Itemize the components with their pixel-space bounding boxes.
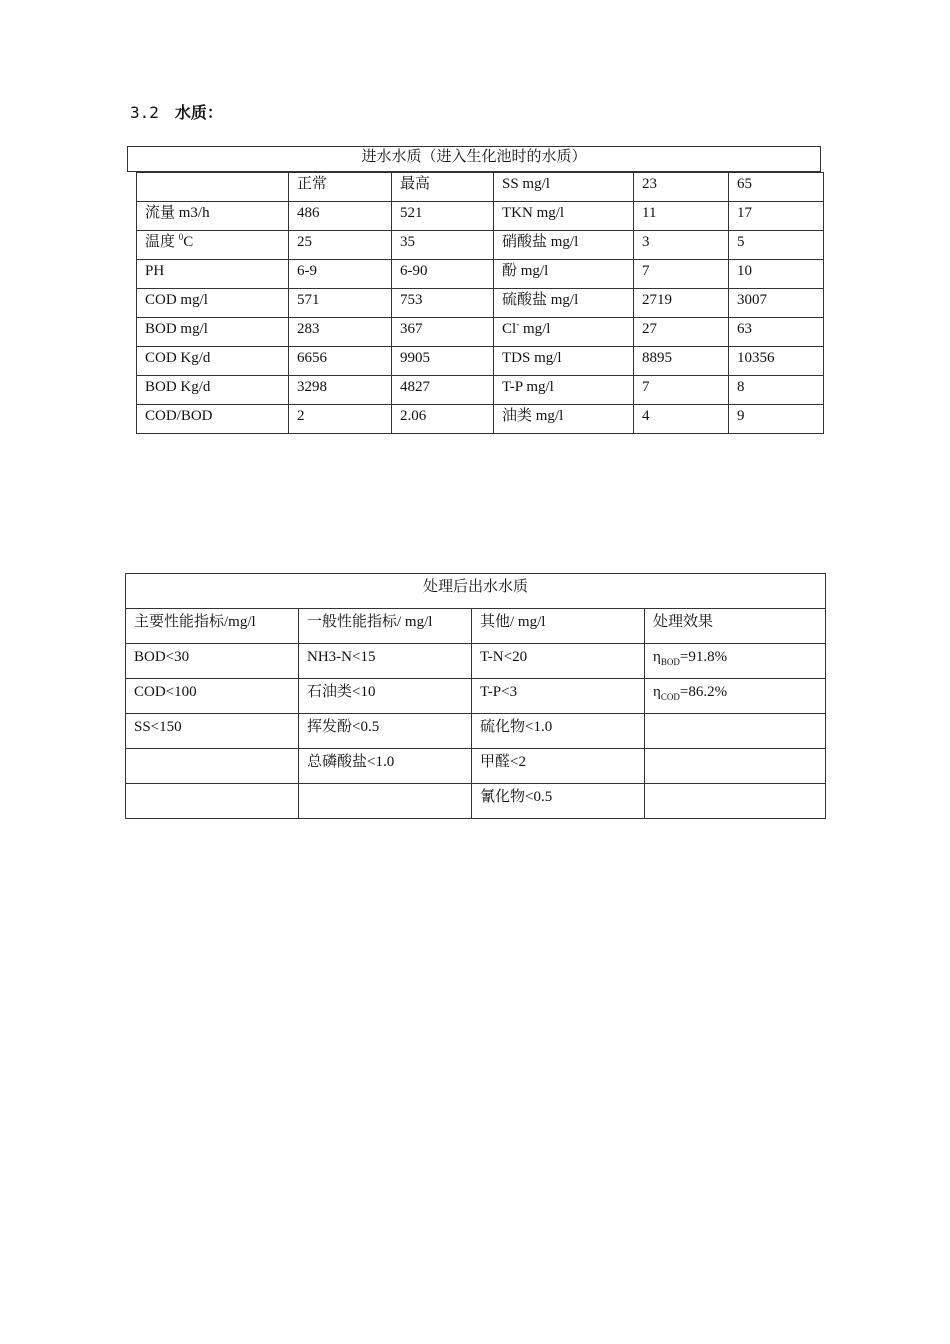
- table-cell: 2719: [634, 289, 729, 318]
- table-cell: 3298: [289, 376, 392, 405]
- table-cell: 17: [729, 202, 824, 231]
- table-cell: 硫酸盐 mg/l: [494, 289, 634, 318]
- table-cell: 6656: [289, 347, 392, 376]
- table-row: [137, 173, 824, 202]
- table-cell: [137, 173, 289, 202]
- table-cell: $\eta_{BOD}=91.8\%$: [645, 644, 826, 679]
- table-row: [126, 679, 826, 714]
- inflow-quality-table: [136, 172, 824, 434]
- table-cell: 4: [634, 405, 729, 434]
- outflow-quality-table: [125, 573, 826, 819]
- table-cell: 571: [289, 289, 392, 318]
- table-cell: 2.06: [392, 405, 494, 434]
- table-cell: 8895: [634, 347, 729, 376]
- table-row: [137, 260, 824, 289]
- table-cell: 25: [289, 231, 392, 260]
- table-cell: 367: [392, 318, 494, 347]
- section-title: 水质：: [174, 103, 223, 122]
- table-cell: BOD<30: [126, 644, 299, 679]
- table-cell: 27: [634, 318, 729, 347]
- table-cell: 3: [634, 231, 729, 260]
- table-cell: [645, 749, 826, 784]
- table-cell: [126, 749, 299, 784]
- table-cell: COD<100: [126, 679, 299, 714]
- table-row: [137, 318, 824, 347]
- table-cell: SS<150: [126, 714, 299, 749]
- table-header-cell: 其他/ mg/l: [472, 609, 645, 644]
- table-cell: COD Kg/d: [137, 347, 289, 376]
- table-cell: 油类 mg/l: [494, 405, 634, 434]
- table-cell: 氰化物<0.5: [472, 784, 645, 819]
- table-cell: 486: [289, 202, 392, 231]
- table-cell: 6-90: [392, 260, 494, 289]
- table-header-cell: 主要性能指标/mg/l: [126, 609, 299, 644]
- outflow-table-caption: 处理后出水水质: [126, 574, 826, 609]
- table-cell: 最高: [392, 173, 494, 202]
- table-cell: Cl- mg/l: [494, 318, 634, 347]
- table-row: [137, 405, 824, 434]
- table-row: [137, 231, 824, 260]
- table-header-cell: 一般性能指标/ mg/l: [299, 609, 472, 644]
- table-cell: T-P mg/l: [494, 376, 634, 405]
- table-row: [126, 714, 826, 749]
- table-cell: 8: [729, 376, 824, 405]
- table-cell: 7: [634, 376, 729, 405]
- table-cell: PH: [137, 260, 289, 289]
- table-cell: 流量 m3/h: [137, 202, 289, 231]
- table-row: [137, 202, 824, 231]
- table-cell: 硝酸盐 mg/l: [494, 231, 634, 260]
- table-cell: BOD mg/l: [137, 318, 289, 347]
- table-cell: TKN mg/l: [494, 202, 634, 231]
- table-cell: 石油类<10: [299, 679, 472, 714]
- table-cell: 65: [729, 173, 824, 202]
- table-cell: 酚 mg/l: [494, 260, 634, 289]
- table-cell: BOD Kg/d: [137, 376, 289, 405]
- table-cell: 硫化物<1.0: [472, 714, 645, 749]
- table-cell: $\eta_{COD}=86.2\%$: [645, 679, 826, 714]
- table-cell: 283: [289, 318, 392, 347]
- table-caption-row: [126, 574, 826, 609]
- table-cell: 23: [634, 173, 729, 202]
- table-cell: 7: [634, 260, 729, 289]
- table-cell: SS mg/l: [494, 173, 634, 202]
- table-cell: NH3-N<15: [299, 644, 472, 679]
- table-cell: 6-9: [289, 260, 392, 289]
- table-cell: 5: [729, 231, 824, 260]
- table-cell: 正常: [289, 173, 392, 202]
- table-cell: 3007: [729, 289, 824, 318]
- table-cell: COD/BOD: [137, 405, 289, 434]
- table-cell: [126, 784, 299, 819]
- table-cell: T-P<3: [472, 679, 645, 714]
- table-cell: 温度 $^0$C: [137, 231, 289, 260]
- table-row: [137, 289, 824, 318]
- inflow-table-caption: 进水水质（进入生化池时的水质）: [127, 146, 821, 172]
- table-cell: 9905: [392, 347, 494, 376]
- table-header-row: [126, 609, 826, 644]
- section-heading: [130, 100, 223, 123]
- table-cell: 总磷酸盐<1.0: [299, 749, 472, 784]
- table-cell: 9: [729, 405, 824, 434]
- table-cell: [299, 784, 472, 819]
- table-cell: TDS mg/l: [494, 347, 634, 376]
- table-cell: COD mg/l: [137, 289, 289, 318]
- table-cell: 挥发酚<0.5: [299, 714, 472, 749]
- table-cell: [645, 784, 826, 819]
- table-cell: 11: [634, 202, 729, 231]
- table-row: [137, 376, 824, 405]
- table-cell: 2: [289, 405, 392, 434]
- table-cell: 63: [729, 318, 824, 347]
- table-cell: 10: [729, 260, 824, 289]
- table-header-cell: 处理效果: [645, 609, 826, 644]
- table-row: [126, 644, 826, 679]
- table-row: [137, 347, 824, 376]
- table-row: [126, 784, 826, 819]
- table-cell: 10356: [729, 347, 824, 376]
- section-number: 3.2: [130, 103, 159, 122]
- table-row: [126, 749, 826, 784]
- table-cell: 4827: [392, 376, 494, 405]
- table-cell: [645, 714, 826, 749]
- table-cell: 753: [392, 289, 494, 318]
- table-cell: T-N<20: [472, 644, 645, 679]
- table-cell: 35: [392, 231, 494, 260]
- table-cell: 甲醛<2: [472, 749, 645, 784]
- table-cell: 521: [392, 202, 494, 231]
